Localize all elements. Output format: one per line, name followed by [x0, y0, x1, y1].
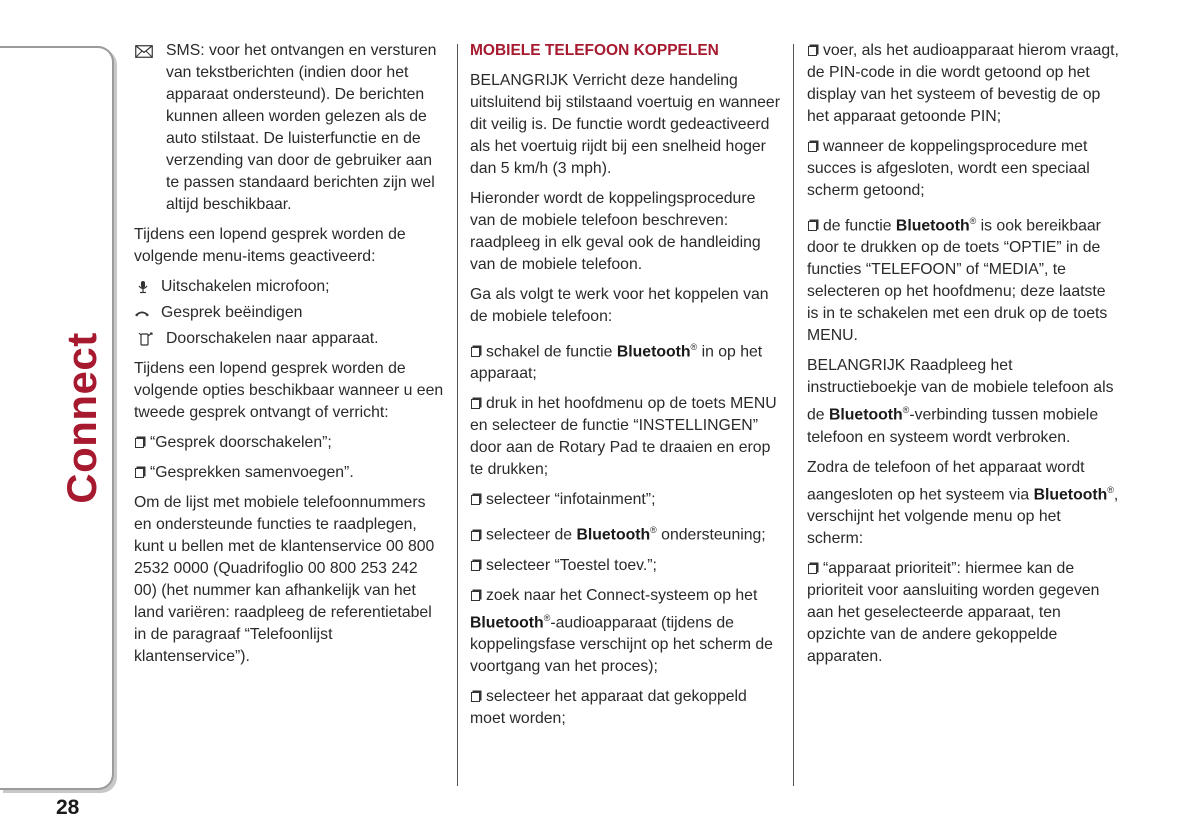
bullet-step-5: selecteer “Toestel toev.”; [470, 555, 782, 577]
bullet-step-4 [470, 519, 782, 546]
list-item [134, 302, 444, 324]
bullet-step-2: druk in het hoofdmenu op de toets MENU en selecteer de functie “INSTELLINGEN” door aan de Rotary Pad te draaien en erop te drukken; [470, 393, 782, 481]
text: -verbinding tussen mobiele telefoon en systeem wordt verbroken. [807, 406, 1099, 446]
text: de functie [823, 217, 896, 235]
list-item-text: Gesprek beëindigen [161, 304, 303, 321]
bullet-priority: “apparaat prioriteit”: hiermee kan de prioriteit voor aansluiting worden gegeven aan het geselecteerde apparaat, ten opzichte van de andere gekoppelde apparaten. [807, 558, 1119, 668]
registered-mark: ® [543, 612, 551, 623]
registered-mark: ® [690, 342, 698, 352]
hang-up-icon [134, 306, 152, 320]
bullet-forward-call: “Gesprek doorschakelen”; [134, 432, 444, 454]
connected-paragraph [807, 457, 1119, 550]
list-item-text: Uitschakelen microfoon; [161, 278, 330, 295]
column-3 [807, 40, 1119, 676]
important-paragraph-2 [807, 355, 1119, 448]
bullet-step-7: selecteer het apparaat dat gekoppeld moet worden; [470, 686, 782, 730]
call-menu-paragraph: Tijdens een lopend gesprek worden de volgende menu-items geactiveerd: [134, 226, 406, 265]
registered-mark: ® [1107, 484, 1114, 495]
text: BELANGRIJK Raadpleeg het instructieboekje van de mobiele telefoon als de [807, 357, 1114, 424]
text: schakel de functie [486, 343, 617, 361]
text: zoek naar het Connect-systeem op het [486, 586, 758, 604]
column-2 [470, 40, 782, 738]
bluetooth-term: Bluetooth [828, 406, 903, 424]
column-1 [134, 40, 444, 676]
text: , verschijnt het volgende menu op het scherm: [807, 485, 1119, 547]
registered-mark: ® [969, 216, 977, 226]
column-divider [457, 44, 458, 786]
list-item [134, 328, 444, 350]
bullet-step-3: selecteer “infotainment”; [470, 489, 782, 511]
envelope-icon [135, 45, 153, 58]
sms-item [134, 40, 444, 216]
bullet-success: wanneer de koppelingsprocedure met succes is afgesloten, wordt een speciaal scherm getoond; [807, 136, 1119, 202]
text: ondersteuning; [656, 526, 766, 544]
bluetooth-term: Bluetooth [895, 217, 970, 235]
list-item [134, 276, 444, 298]
text: in op het apparaat; [470, 343, 763, 383]
procedure-intro: Hieronder wordt de koppelingsprocedure van de mobiele telefoon beschreven: raadpleeg in elk geval ook de handleiding van de mobiele telefoon. [470, 190, 761, 273]
page-number: 28 [56, 796, 80, 819]
text: is ook bereikbaar door te drukken op de toets “OPTIE” in de functies “TELEFOON” of “MEDIA”, te selecteren op het hoofdmenu; deze laatste is in te schakelen met een druk op de toets MENU. [807, 217, 1108, 345]
bluetooth-term: Bluetooth [616, 343, 691, 361]
text: selecteer de [486, 526, 577, 544]
bullet-pin: voer, als het audioapparaat hierom vraagt, de PIN-code in die wordt getoond op het display van het systeem of bevestig de op het apparaat getoonde PIN; [807, 40, 1119, 128]
second-call-paragraph: Tijdens een lopend gesprek worden de volgende opties beschikbaar wanneer u een tweede gesprek ontvangt of verricht: [134, 360, 444, 421]
text: -audioapparaat (tijdens de koppelingsfase verschijnt op het scherm de voortgang van het proces); [470, 613, 773, 675]
important-paragraph: BELANGRIJK Verricht deze handeling uitsluitend bij stilstaand voertuig en wanneer dit veilig is. De functie wordt gedeactiveerd als het voertuig rijdt bij een snelheid hoger dan 5 km/h (3 mph). [470, 72, 780, 177]
section-tab-label: Connect [58, 332, 105, 504]
bluetooth-term: Bluetooth [576, 526, 651, 544]
bluetooth-term: Bluetooth [1033, 485, 1108, 503]
text: Zodra de telefoon of het apparaat wordt aangesloten op het systeem via [807, 458, 1085, 503]
service-paragraph: Om de lijst met mobiele telefoonnummers en ondersteunde functies te raadplegen, kunt u bellen met de klantenservice 00 800 2532 0000 (Quadrifoglio 00 800 253 242 00) (het nummer kan afhankelijk van het land variëren: raadpleeg de referentietabel in de paragraaf “Telefoonlijst klantenservice”). [134, 494, 435, 665]
section-heading: MOBIELE TELEFOON KOPPELEN [470, 42, 719, 59]
bullet-merge-calls: “Gesprekken samenvoegen”. [134, 462, 444, 484]
bullet-option [807, 210, 1119, 347]
list-item-text: Doorschakelen naar apparaat. [166, 330, 379, 347]
bullet-step-1 [470, 336, 782, 385]
registered-mark: ® [650, 525, 657, 536]
registered-mark: ® [902, 405, 910, 416]
bluetooth-term: Bluetooth [470, 613, 544, 631]
proceed-paragraph: Ga als volgt te werk voor het koppelen van de mobiele telefoon: [470, 286, 769, 325]
phone-transfer-icon [138, 331, 156, 347]
sms-text: SMS: voor het ontvangen en versturen van tekstberichten (indien door het apparaat ondersteund). De berichten kunnen alleen worden gelezen als de auto stilstaat. De luisterfunctie en de verzending van door de gebruiker aan te passen standaard berichten zijn wel altijd beschikbaar. [166, 42, 437, 213]
bullet-step-6 [470, 585, 782, 678]
column-divider [793, 44, 794, 786]
microphone-icon [136, 280, 154, 294]
